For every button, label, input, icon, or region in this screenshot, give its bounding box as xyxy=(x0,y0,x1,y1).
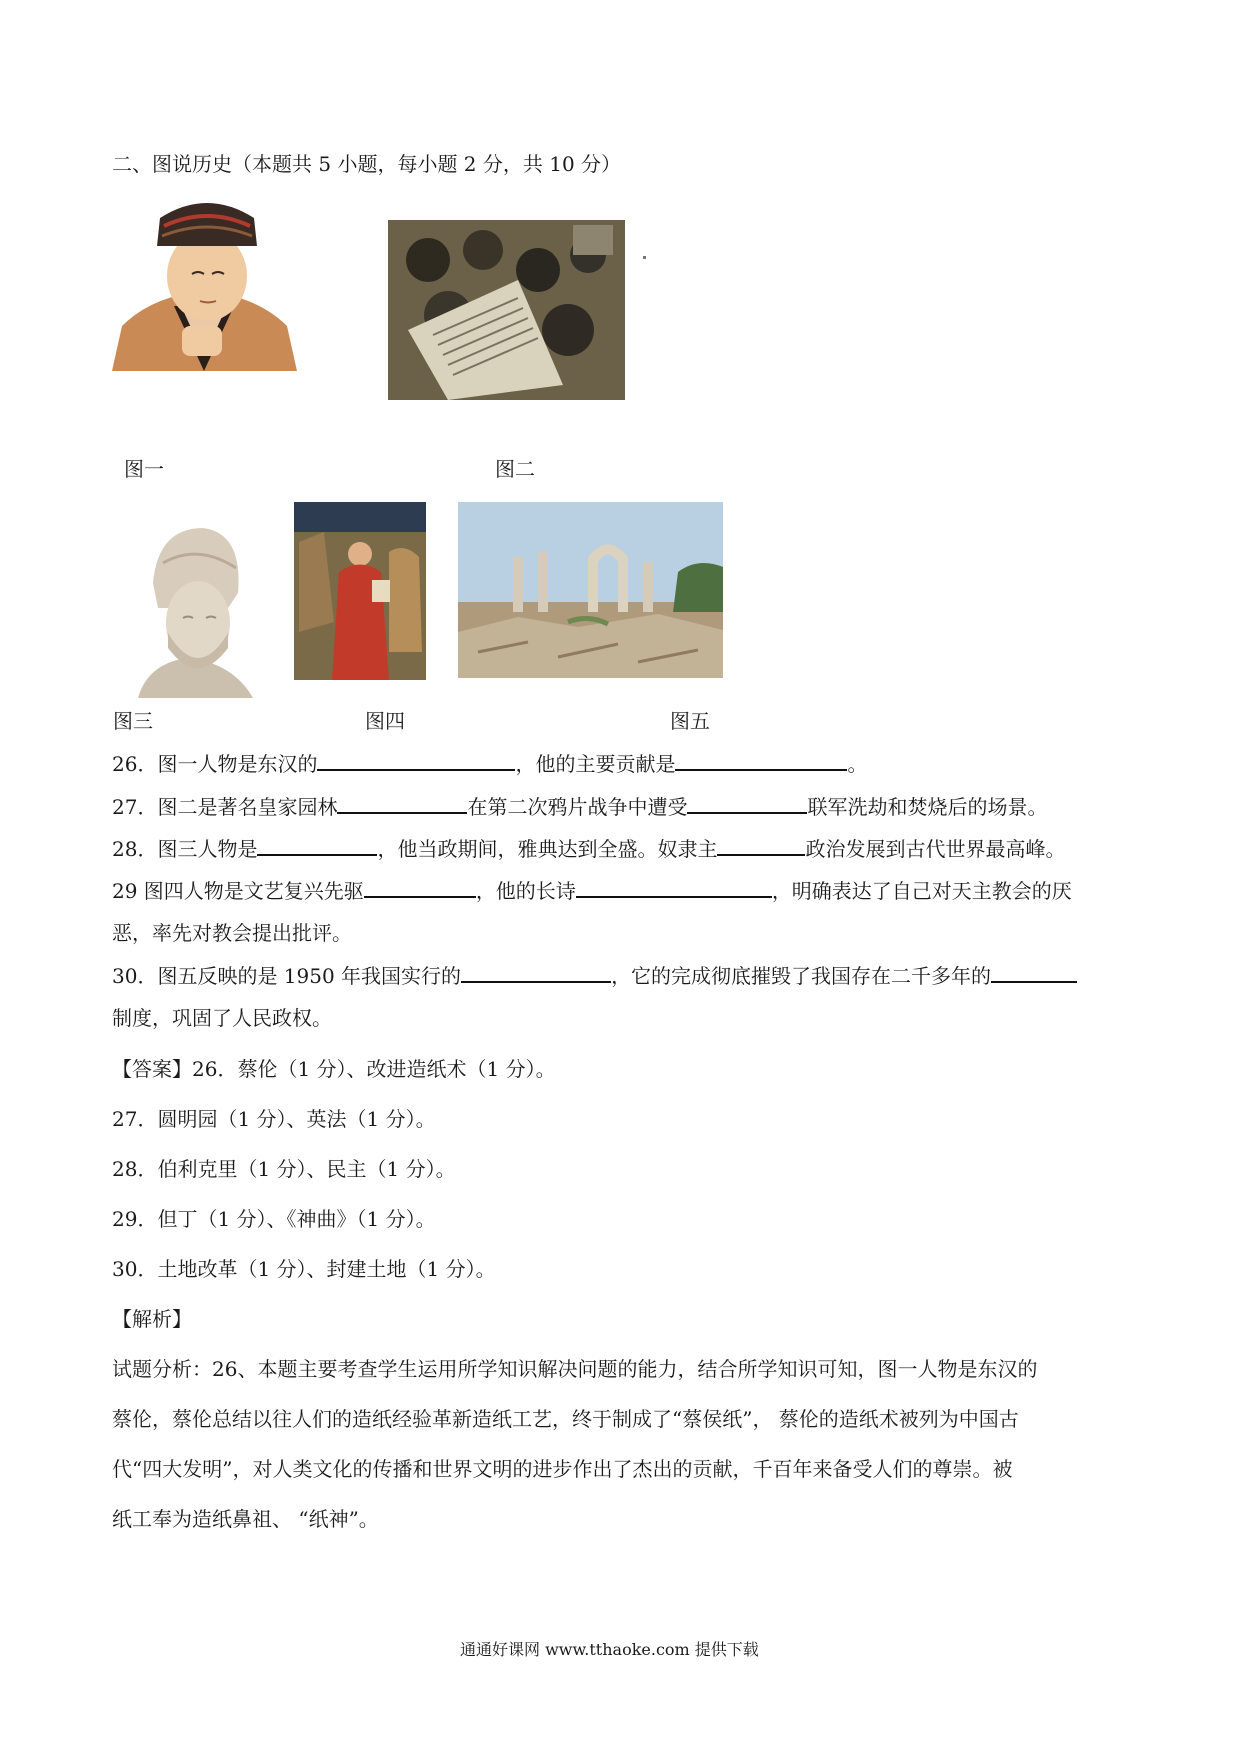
answer-blank[interactable] xyxy=(337,791,467,814)
answer-blank[interactable] xyxy=(461,960,611,983)
answer-blank[interactable] xyxy=(257,833,377,856)
section-title: 二、图说历史（本题共 5 小题，每小题 2 分，共 10 分） xyxy=(112,152,622,176)
question-30-continued: 制度，巩固了人民政权。 xyxy=(112,1006,332,1030)
question-29-continued: 恶，率先对教会提出批评。 xyxy=(112,921,352,945)
question-27-text-c: 联军洗劫和焚烧后的场景。 xyxy=(807,795,1048,819)
figure-3-image xyxy=(128,523,258,698)
question-28-text-a: 28．图三人物是 xyxy=(112,837,258,861)
question-26 xyxy=(112,748,867,777)
answer-blank[interactable] xyxy=(991,960,1077,983)
question-27-text-b: 在第二次鸦片战争中遭受 xyxy=(467,795,688,819)
analysis-line-4: 纸工奉为造纸鼻祖、 “纸神”。 xyxy=(112,1507,379,1531)
answer-29: 29．但丁（1 分）、《神曲》（1 分）。 xyxy=(112,1207,436,1231)
analysis-line-3: 代“四大发明”，对人类文化的传播和世界文明的进步作出了杰出的贡献，千百年来备受人们的尊崇。被 xyxy=(112,1457,1013,1481)
question-29-text-a: 29 图四人物是文艺复兴先驱 xyxy=(112,879,364,903)
question-27-text-a: 27．图二是著名皇家园林 xyxy=(112,795,338,819)
figure-2-caption: 图二 xyxy=(495,457,535,481)
question-29 xyxy=(112,875,1072,904)
answer-27: 27．圆明园（1 分）、英法（1 分）。 xyxy=(112,1107,436,1131)
question-30-text-a: 30．图五反映的是 1950 年我国实行的 xyxy=(112,964,462,988)
answer-blank[interactable] xyxy=(576,875,772,898)
question-26-text-b: ，他的主要贡献是 xyxy=(515,752,676,776)
answer-28: 28．伯利克里（1 分）、民主（1 分）。 xyxy=(112,1157,456,1181)
figure-4-caption: 图四 xyxy=(365,709,405,733)
answer-blank[interactable] xyxy=(364,875,476,898)
question-28-text-c: 政治发展到古代世界最高峰。 xyxy=(805,837,1066,861)
analysis-heading: 【解析】 xyxy=(112,1307,192,1331)
answer-30: 30．土地改革（1 分）、封建土地（1 分）。 xyxy=(112,1257,496,1281)
question-27 xyxy=(112,791,1047,820)
stray-dot xyxy=(643,256,646,259)
answer-blank[interactable] xyxy=(675,748,847,771)
figure-2-image xyxy=(388,220,625,400)
analysis-line-2: 蔡伦，蔡伦总结以往人们的造纸经验革新造纸工艺，终于制成了“蔡侯纸”， 蔡伦的造纸术被列为中国古 xyxy=(112,1407,1019,1431)
answer-blank[interactable] xyxy=(717,833,805,856)
figure-1-caption: 图一 xyxy=(124,457,164,481)
question-28-text-b: ，他当政期间，雅典达到全盛。奴隶主 xyxy=(377,837,718,861)
analysis-line-1: 试题分析：26、本题主要考查学生运用所学知识解决问题的能力，结合所学知识可知，图一人物是东汉的 xyxy=(112,1357,1038,1381)
question-26-text-a: 26．图一人物是东汉的 xyxy=(112,752,318,776)
question-26-text-c: 。 xyxy=(847,752,868,776)
question-30 xyxy=(112,960,1077,989)
figure-4-image xyxy=(294,502,426,680)
figure-3-caption: 图三 xyxy=(113,709,153,733)
figure-1-image xyxy=(112,196,297,371)
answer-blank[interactable] xyxy=(317,748,515,771)
answer-blank[interactable] xyxy=(687,791,807,814)
answer-26: 【答案】26．蔡伦（1 分）、改进造纸术（1 分）。 xyxy=(112,1057,556,1081)
figure-5-caption: 图五 xyxy=(670,709,710,733)
page-footer: 通通好课网 www.tthaoke.com 提供下载 xyxy=(460,1640,759,1659)
question-29-text-b: ，他的长诗 xyxy=(475,879,576,903)
question-28 xyxy=(112,833,1065,862)
question-29-text-c: ，明确表达了自己对天主教会的厌 xyxy=(771,879,1072,903)
question-30-text-b: ，它的完成彻底摧毁了我国存在二千多年的 xyxy=(611,964,992,988)
figure-5-image xyxy=(458,502,723,678)
